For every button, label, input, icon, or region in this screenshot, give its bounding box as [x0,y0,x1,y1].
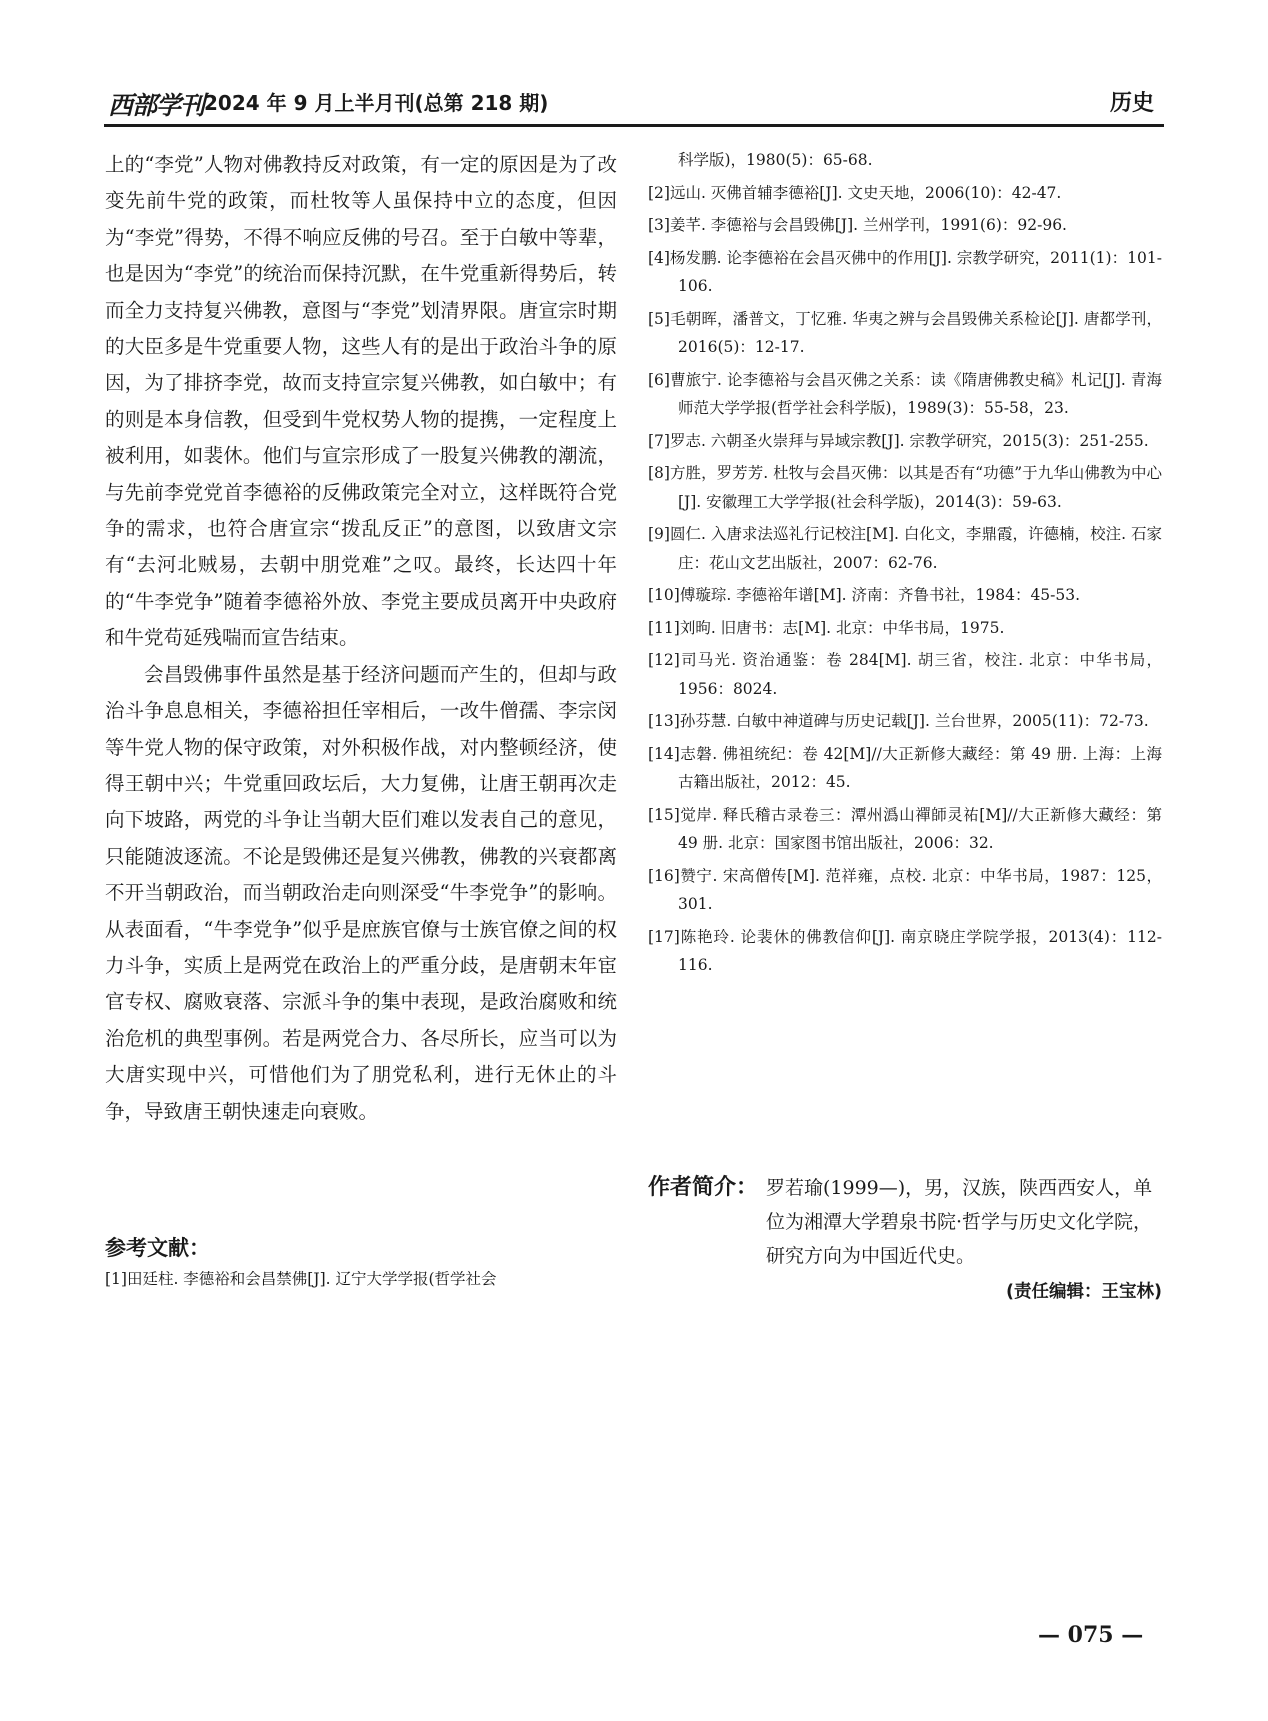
body-paragraph: 会昌毁佛事件虽然是基于经济问题而产生的，但却与政治斗争息息相关，李德裕担任宰相后，一改牛僧孺、李宗闵等牛党人物的保守政策，对外积极作战，对内整顿经济，使得王朝中兴；牛党重回政坛后，大力复佛，让唐王朝再次走向下坡路，两党的斗争让当朝大臣们难以发表自己的意见，只能随波逐流。不论是毁佛还是复兴佛教，佛教的兴衰都离不开当朝政治，而当朝政治走向则深受“牛李党争”的影响。从表面看，“牛李党争”似乎是庶族官僚与士族官僚之间的权力斗争，实质上是两党在政治上的严重分歧，是唐朝末年宦官专权、腐败衰落、宗派斗争的集中表现，是政治腐败和统治危机的典型事例。若是两党合力、各尽所长，应当可以为大唐实现中兴，可惜他们为了朋党私利，进行无休止的斗争，导致唐王朝快速走向衰败。 [105,662,617,1123]
section-name: 历史 [1109,91,1154,116]
reference-item: [14]志磐. 佛祖统纪：卷 42[M]//大正新修大藏经：第 49 册. 上海：上海古籍出版社，2012：45. [648,744,1162,791]
reference-item: [10]傅璇琮. 李德裕年谱[M]. 济南：齐鲁书社，1984：45-53. [648,586,1081,604]
reference-item: [16]赞宁. 宋高僧传[M]. 范祥雍，点校. 北京：中华书局，1987：125，301. [648,866,1162,913]
reference-item: [12]司马光. 资治通鉴：卷 284[M]. 胡三省，校注. 北京：中华书局，1956：8024. [648,651,1162,698]
reference-item: [4]杨发鹏. 论李德裕在会昌灭佛中的作用[J]. 宗教学研究，2011(1)：101-106. [648,248,1162,295]
reference-item-continued: 科学版)，1980(5)：65-68. [678,151,873,169]
left-column [105,147,617,1130]
reference-item: [9]圆仁. 入唐求法巡礼行记校注[M]. 白化文，李鼎霞，许德楠，校注. 石家庄：花山文艺出版社，2007：62-76. [648,525,1162,572]
page-header [108,86,1160,120]
journal-logo: 西部学刊 [108,91,205,120]
references-title: 参考文献： [105,1236,210,1260]
reference-item: [8]方胜，罗芳芳. 杜牧与会昌灭佛：以其是否有“功德”于九华山佛教为中心[J]. 安徽理工大学学报(社会科学版)，2014(3)：59-63. [648,464,1162,511]
reference-item: [6]曹旅宁. 论李德裕与会昌灭佛之关系：读《隋唐佛教史稿》札记[J]. 青海师范大学学报(哲学社会科学版)，1989(3)：55-58，23. [648,370,1162,417]
reference-item: [5]毛朝晖，潘普文，丁忆雅. 华夷之辨与会昌毁佛关系检论[J]. 唐都学刊，2016(5)：12-17. [648,309,1162,356]
reference-item: [3]姜芊. 李德裕与会昌毁佛[J]. 兰州学刊，1991(6)：92-96. [648,216,1067,234]
author-bio: 罗若瑜(1999—)，男，汉族，陕西西安人，单位为湘潭大学碧泉书院·哲学与历史文化学院，研究方向为中国近代史。 [766,1177,1153,1267]
author-label: 作者简介： [648,1175,759,1200]
body-paragraph: 上的“李党”人物对佛教持反对政策，有一定的原因是为了改变先前牛党的政策，而杜牧等人虽保持中立的态度，但因为“李党”得势，不得不响应反佛的号召。至于白敏中等辈，也是因为“李党”的统治而保持沉默，在牛党重新得势后，转而全力支持复兴佛教，意图与“李党”划清界限。唐宣宗时期的大臣多是牛党重要人物，这些人有的是出于政治斗争的原因，为了排挤李党，故而支持宣宗复兴佛教，如白敏中；有的则是本身信教，但受到牛党权势人物的提携，一定程度上被利用，如裴休。他们与宣宗形成了一股复兴佛教的潮流，与先前李党党首李德裕的反佛政策完全对立，这样既符合党争的需求，也符合唐宣宗“拨乱反正”的意图，以致唐文宗有“去河北贼易，去朝中朋党难”之叹。最终，长达四十年的“牛李党争”随着李德裕外放、李党主要成员离开中央政府和牛党苟延残喘而宣告结束。 [105,153,617,650]
editor-credit: (责任编辑：王宝林) [1006,1282,1162,1302]
reference-item: [11]刘昫. 旧唐书：志[M]. 北京：中华书局，1975. [648,618,1005,637]
issue-info: 2024 年 9 月上半月刊(总第 218 期) [204,91,549,115]
reference-item: [1]田廷柱. 李德裕和会昌禁佛[J]. 辽宁大学学报(哲学社会 [105,1270,497,1288]
reference-item: [15]觉岸. 释氏稽古录卷三：潭州潙山禪師灵祐[M]//大正新修大藏经：第 49 册. 北京：国家图书馆出版社，2006：32. [648,805,1162,852]
reference-item: [17]陈艳玲. 论裴休的佛教信仰[J]. 南京晓庄学院学报，2013(4)：112-116. [648,927,1162,974]
page-number: — 075 — [1038,1622,1144,1648]
reference-item: [13]孙芬慧. 白敏中神道碑与历史记载[J]. 兰台世界，2005(11)：72-73. [648,712,1149,730]
header-rule [104,124,1164,127]
reference-item: [7]罗志. 六朝圣火崇拜与异域宗教[J]. 宗教学研究，2015(3)：251-255. [648,431,1149,450]
right-column [648,146,1162,984]
reference-item: [2]远山. 灭佛首辅李德裕[J]. 文史天地，2006(10)：42-47. [648,183,1062,202]
